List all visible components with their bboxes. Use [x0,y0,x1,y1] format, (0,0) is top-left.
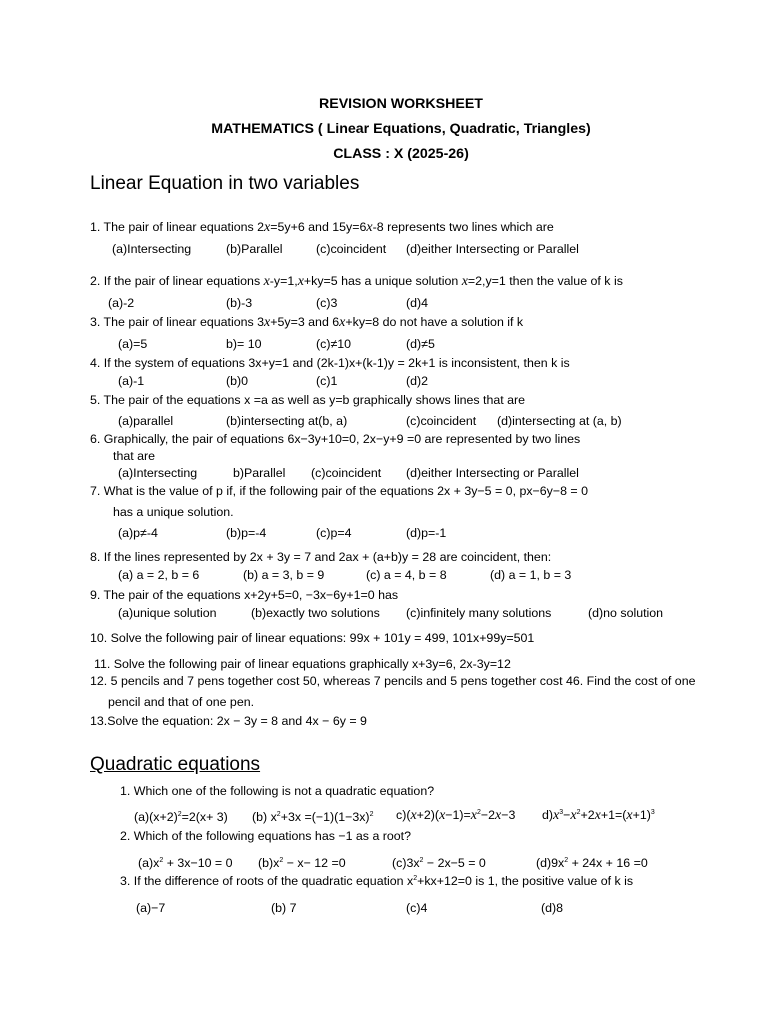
quadratic-q1-option-c: $c)(x+2)(x-1)=x^2-2x-3$ [396,808,516,823]
quadratic-q2-option-d: $(d)9x^2 + 24x + 16 =0$ [536,856,648,870]
q2-option-d: (d)4 [406,296,429,310]
q8-option-c: (c) a = 4, b = 8 [366,568,447,582]
question-10: 10. Solve the following pair of linear equations: 99x + 101y = 499, 101x+99y=501 [90,631,535,645]
q4-option-d: (d)2 [406,374,429,388]
q9-option-a: (a)unique solution [118,606,217,620]
q1-option-b: (b)Parallel [226,242,283,256]
quadratic-q3-option-c: (c)4 [406,901,428,915]
question-3: 3. The pair of linear equations 3x+5y=3 and 6x+ky=8 do not have a solution if k [90,315,524,330]
question-8: 8. If the lines represented by 2x + 3y = 7 and 2ax + (a+b)y = 28 are coincident, then: [90,550,552,564]
section-title-quadratic: Quadratic equations [90,754,261,775]
worksheet-subject: MATHEMATICS ( Linear Equations, Quadratic, Triangles) [211,121,591,137]
q4-option-a: (a)-1 [118,374,145,388]
question-11: 11. Solve the following pair of linear equations graphically x+3y=6, 2x-3y=12 [94,657,511,671]
q5-option-b: (b)intersecting at(b, a) [226,414,348,428]
q8-option-b: (b) a = 3, b = 9 [243,568,325,582]
q1-option-a: (a)Intersecting [112,242,192,256]
q6-option-b: b)Parallel [233,466,286,480]
quadratic-q3-option-a: (a)−7 [136,901,166,915]
question-6-cont: that are [113,449,156,463]
q9-option-c: (c)infinitely many solutions [406,606,552,620]
worksheet-title: REVISION WORKSHEET [319,96,483,112]
quadratic-q1-option-d: $d)x^3-x^2+2x+1=(x+1)^3$ [542,808,655,823]
q1-option-d: (d)either Intersecting or Parallel [406,242,579,256]
q5-option-a: (a)parallel [118,414,174,428]
quadratic-question-3: 3. If the difference of roots of the quadratic equation $x^2+kx+12=0$ is 1, the positive value of k is [120,874,634,888]
question-7: 7. What is the value of p if, if the following pair of the equations 2x + 3y−5 = 0, px−6y−8 = 0 [90,484,589,498]
q7-option-d: (d)p=-1 [406,526,447,540]
quadratic-q2-option-c: $(c)3x^2 - 2x-5 = 0$ [392,856,486,870]
quadratic-q3-option-b: (b) 7 [271,901,297,915]
question-9: 9. The pair of the equations x+2y+5=0, −3x−6y+1=0 has [90,588,399,602]
section-title-linear: Linear Equation in two variables [90,173,360,194]
q7-option-a: (a)p≠-4 [118,526,158,540]
question-1: 1. The pair of linear equations 2x=5y+6 and 15y=6x-8 represents two lines which are [90,220,554,235]
question-5: 5. The pair of the equations x =a as well as y=b graphically shows lines that are [90,393,526,407]
question-2: 2. If the pair of linear equations x-y=1,x+ky=5 has a unique solution x=2,y=1 then the value of k is [90,274,623,289]
quadratic-q2-option-a: $(a)x^2 + 3x-10 = 0$ [138,856,233,870]
question-12: 12. 5 pencils and 7 pens together cost 50, whereas 7 pencils and 5 pens together cost 46. Find the cost of one [90,674,696,688]
q3-option-c: (c)≠10 [316,337,352,351]
q6-option-d: (d)either Intersecting or Parallel [406,466,579,480]
quadratic-question-1: 1. Which one of the following is not a quadratic equation? [120,784,435,798]
quadratic-question-2: 2. Which of the following equations has −1 as a root? [120,829,412,843]
q9-option-b: (b)exactly two solutions [251,606,380,620]
question-12-cont: pencil and that of one pen. [108,695,255,709]
q8-option-d: (d) a = 1, b = 3 [490,568,572,582]
q5-option-d: (d)intersecting at (a, b) [497,414,622,428]
q3-option-b: b)= 10 [226,337,262,351]
question-7-cont: has a unique solution. [113,505,234,519]
quadratic-q3-option-d: (d)8 [541,901,564,915]
quadratic-q1-option-a: $(a)(x+2)^2=2(x+ 3)$ [134,810,228,824]
q6-option-c: (c)coincident [311,466,382,480]
q1-option-c: (c)coincident [316,242,387,256]
q8-option-a: (a) a = 2, b = 6 [118,568,200,582]
q2-option-b: (b)-3 [226,296,253,310]
q3-option-d: (d)≠5 [406,337,435,351]
question-6: 6. Graphically, the pair of equations 6x−3y+10=0, 2x−y+9 =0 are represented by two lines [90,432,581,446]
q9-option-d: (d)no solution [588,606,664,620]
q4-option-b: (b)0 [226,374,249,388]
worksheet-class: CLASS : X (2025-26) [333,146,469,162]
q5-option-c: (c)coincident [406,414,477,428]
q3-option-a: (a)=5 [118,337,148,351]
q2-option-a: (a)-2 [108,296,135,310]
quadratic-q2-option-b: $(b)x^2 - x- 12 =0$ [258,856,346,870]
q6-option-a: (a)Intersecting [118,466,198,480]
q4-option-c: (c)1 [316,374,338,388]
q7-option-c: (c)p=4 [316,526,352,540]
q2-option-c: (c)3 [316,296,338,310]
question-13: 13.Solve the equation: 2x − 3y = 8 and 4x − 6y = 9 [90,714,367,728]
quadratic-q1-option-b: (b) $x^2+3x =(-1)(1-3x)^2$ [252,810,374,824]
q7-option-b: (b)p=-4 [226,526,267,540]
question-4: 4. If the system of equations 3x+y=1 and (2k-1)x+(k-1)y = 2k+1 is inconsistent, then k is [90,356,570,370]
